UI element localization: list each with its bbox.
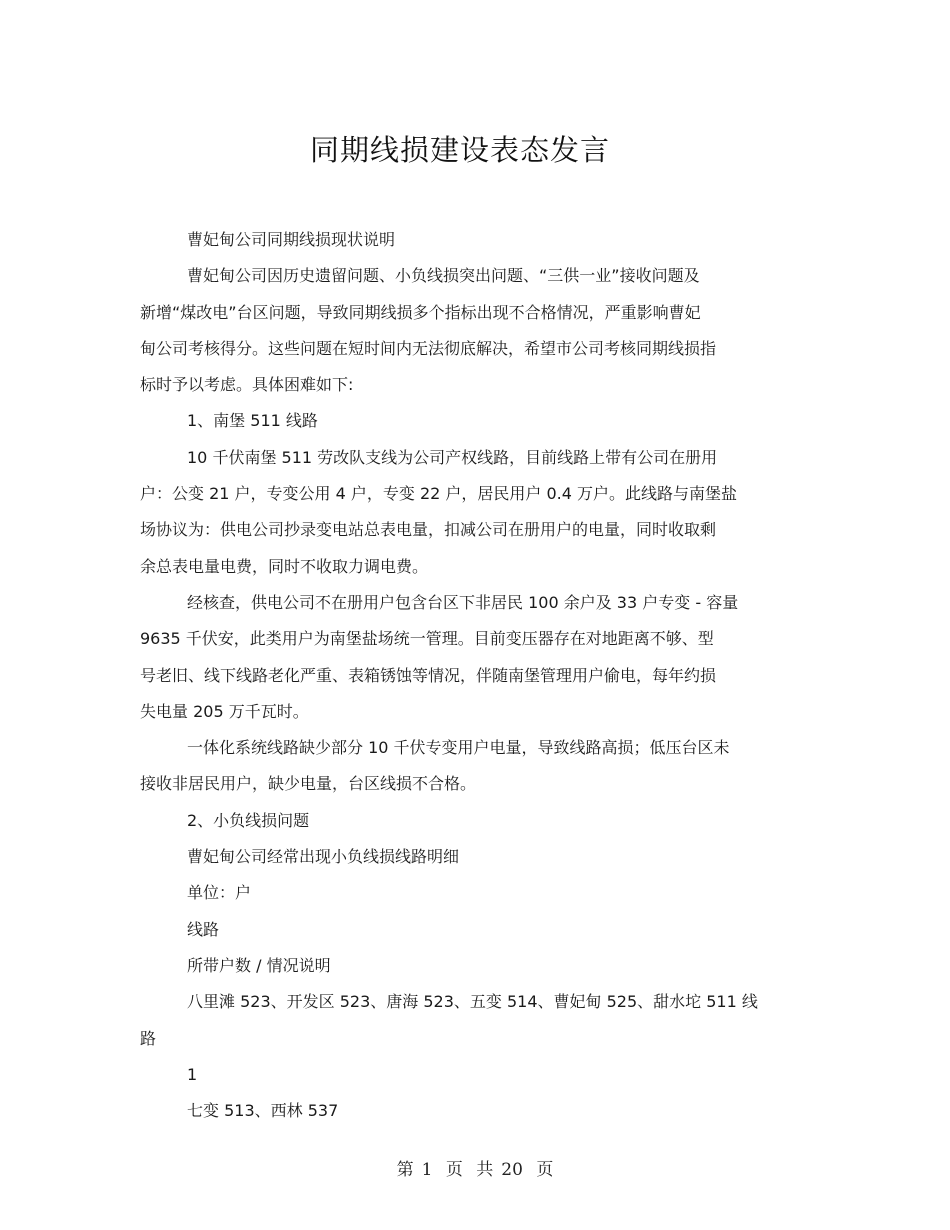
body-line: 路 [140, 1028, 157, 1048]
body-line: 余总表电量电费，同时不收取力调电费。 [140, 556, 429, 576]
body-line: 9635 千伏安，此类用户为南堡盐场统一管理。目前变压器存在对地距离不够、型 [140, 629, 714, 649]
footer-prefix: 第 [396, 1160, 414, 1180]
body-line: 线路 [187, 919, 220, 939]
body-line: 七变 513、西林 537 [187, 1101, 339, 1121]
body-line: 户：公变 21 户，专变公用 4 户，专变 22 户，居民用户 0.4 万户。此线路与南堡盐 [140, 484, 738, 504]
body-line: 场协议为：供电公司抄录变电站总表电量，扣减公司在册用户的电量，同时收取剩 [140, 520, 717, 540]
body-line: 1 [187, 1064, 198, 1084]
body-line: 一体化系统线路缺少部分 10 千伏专变用户电量，导致线路高损；低压台区未 [187, 738, 730, 758]
page-footer [0, 1155, 950, 1180]
footer-page-unit: 页 [445, 1160, 463, 1180]
body-line: 新增“煤改电”台区问题，导致同期线损多个指标出现不合格情况，严重影响曹妃 [140, 302, 701, 322]
body-line: 经核查，供电公司不在册用户包含台区下非居民 100 余户及 33 户专变 - 容量 [187, 592, 739, 612]
section-heading: 1、南堡 511 线路 [187, 411, 318, 431]
body-line: 所带户数 / 情况说明 [187, 955, 331, 975]
body-line: 号老旧、线下线路老化严重、表箱锈蚀等情况，伴随南堡管理用户偷电，每年约损 [140, 665, 717, 685]
body-line: 单位：户 [187, 883, 252, 903]
body-line: 失电量 205 万千瓦时。 [140, 701, 309, 721]
footer-total-unit: 页 [536, 1160, 554, 1180]
body-line: 八里滩 523、开发区 523、唐海 523、五变 514、曹妃甸 525、甜水坨 511 线 [187, 992, 758, 1012]
body-line: 标时予以考虑。具体困难如下: [140, 375, 354, 395]
body-line: 曹妃甸公司经常出现小负线损线路明细 [187, 847, 460, 867]
document-title: 同期线损建设表态发言 [309, 133, 610, 167]
body-line: 曹妃甸公司因历史遗留问题、小负线损突出问题、“三供一业”接收问题及 [187, 266, 700, 286]
body-line: 接收非居民用户，缺少电量，台区线损不合格。 [140, 774, 477, 794]
body-line: 曹妃甸公司同期线损现状说明 [187, 230, 396, 249]
footer-page-number: 1 [421, 1160, 433, 1180]
section-heading: 2、小负线损问题 [187, 810, 310, 830]
footer-total-prefix: 共 [476, 1160, 494, 1180]
body-line: 甸公司考核得分。这些问题在短时间内无法彻底解决，希望市公司考核同期线损指 [140, 338, 717, 358]
document-body [140, 222, 805, 1129]
body-line: 10 千伏南堡 511 劳改队支线为公司产权线路，目前线路上带有公司在册用 [187, 447, 718, 467]
footer-total-pages: 20 [501, 1160, 523, 1180]
